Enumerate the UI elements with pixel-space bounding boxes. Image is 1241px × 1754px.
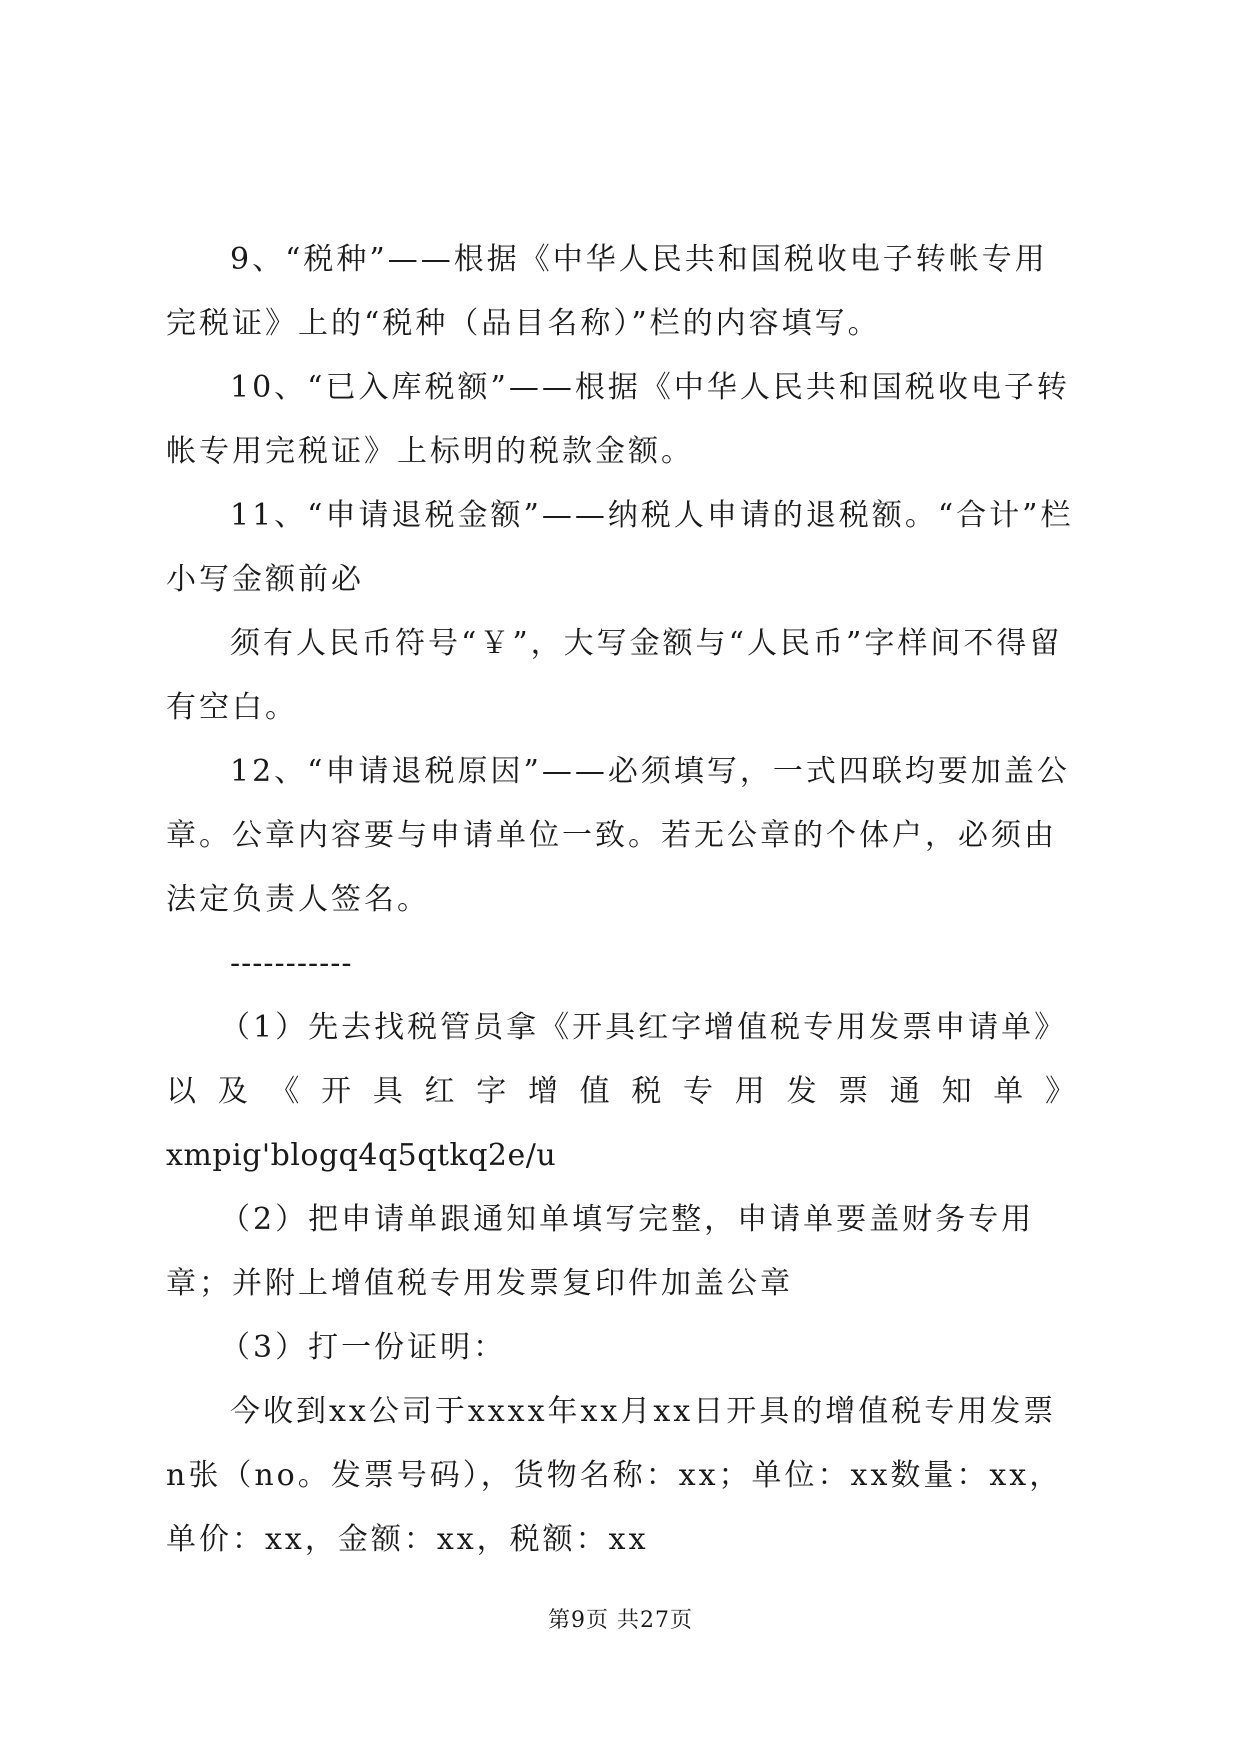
paragraph-item-10: 10、“已入库税额”——根据《中华人民共和国税收电子转帐专用完税证》上标明的税款金额。 bbox=[166, 370, 1070, 469]
step-1-line-1: （1）先去找税管员拿《开具红字增值税专用发票申请单》 bbox=[220, 1010, 1068, 1045]
paragraph-item-12: 12、“申请退税原因”——必须填写，一式四联均要加盖公章。公章内容要与申请单位一致。若无公章的个体户，必须由法定负责人签名。 bbox=[166, 754, 1070, 917]
document-body bbox=[166, 228, 1078, 1572]
paragraph-item-11: 11、“申请退税金额”——纳税人申请的退税额。“合计”栏小写金额前必 bbox=[166, 498, 1074, 597]
certificate-text: 今收到xx公司于xxxx年xx月xx日开具的增值税专用发票n张（no。发票号码），货物名称：xx；单位：xx数量：xx，单价：xx，金额：xx，税额：xx bbox=[166, 1394, 1063, 1557]
step-2: （2）把申请单跟通知单填写完整，申请单要盖财务专用章；并附上增值税专用发票复印件加盖公章 bbox=[166, 1202, 1035, 1301]
paragraph-item-9: 9、“税种”——根据《中华人民共和国税收电子转帐专用完税证》上的“税种（品目名称）”栏的内容填写。 bbox=[166, 242, 1048, 341]
step-1-line-3: xmpig'blogq4q5qtkq2e/u bbox=[166, 1138, 557, 1173]
paragraph-item-11-continued: 须有人民币符号“￥”，大写金额与“人民币”字样间不得留有空白。 bbox=[166, 626, 1063, 725]
page-footer: 第9页 共27页 bbox=[548, 1608, 693, 1633]
step-3: （3）打一份证明： bbox=[220, 1330, 507, 1365]
section-separator: ----------- bbox=[230, 946, 353, 981]
step-1-line-2: 以及《开具红字增值税专用发票通知单》 bbox=[166, 1074, 1078, 1109]
